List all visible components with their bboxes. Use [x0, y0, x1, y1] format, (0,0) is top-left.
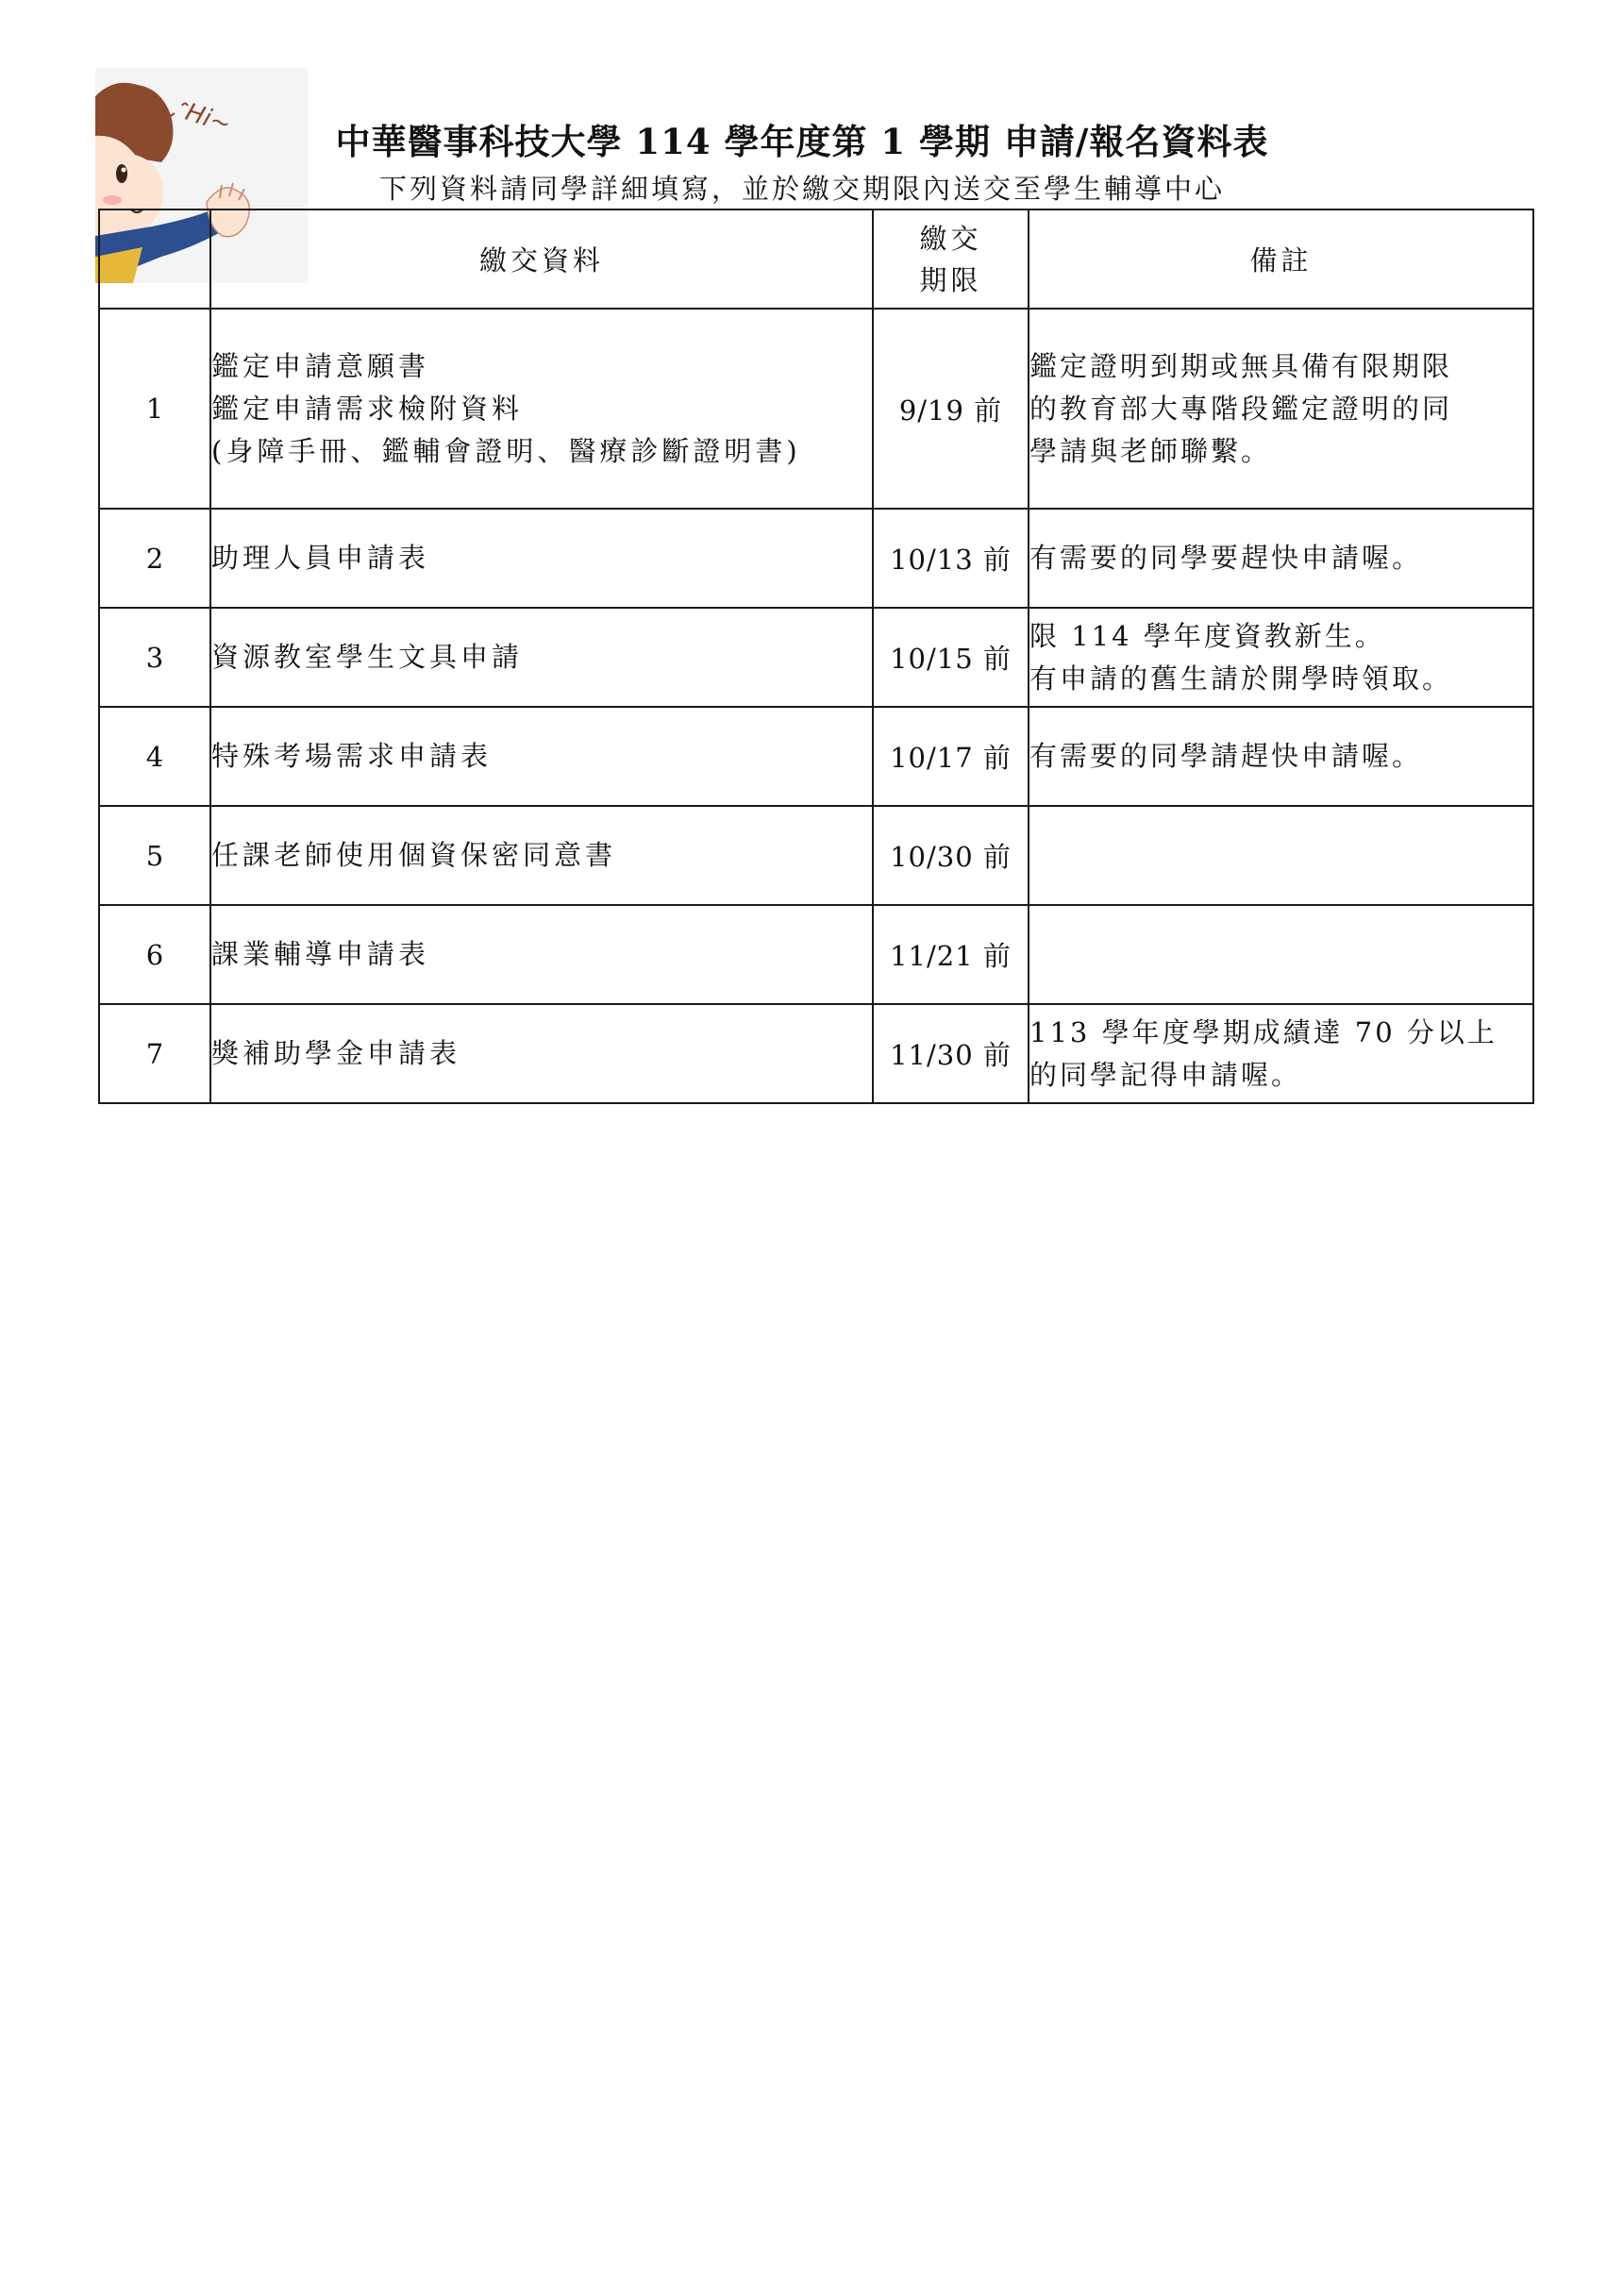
- row-item: [210, 608, 873, 707]
- row-deadline: 10/15 前: [873, 608, 1029, 707]
- row-item: [210, 509, 873, 608]
- row-item-line: 獎補助學金申請表: [211, 1037, 461, 1069]
- table-row: [99, 608, 1533, 707]
- row-item-line: 任課老師使用個資保密同意書: [211, 839, 617, 871]
- header-note: 備註: [1029, 209, 1533, 309]
- row-note: [1029, 309, 1533, 509]
- row-deadline: 11/30 前: [873, 1004, 1029, 1103]
- table-row: [99, 509, 1533, 608]
- row-note: [1029, 509, 1533, 608]
- greeting-text: Hi~: [181, 98, 235, 140]
- row-item-line: (身障手冊、鑑輔會證明、醫療診斷證明書): [211, 434, 801, 467]
- row-deadline: 10/13 前: [873, 509, 1029, 608]
- row-item: [210, 707, 873, 806]
- row-note-line: 學請與老師聯繫。: [1029, 434, 1272, 467]
- row-note-line: 有需要的同學請趕快申請喔。: [1029, 740, 1423, 772]
- row-item: [210, 1004, 873, 1103]
- row-item: [210, 905, 873, 1004]
- row-note: [1029, 608, 1533, 707]
- row-item: [210, 806, 873, 905]
- row-note-line: 的同學記得申請喔。: [1029, 1058, 1302, 1091]
- header-item: 繳交資料: [210, 209, 873, 309]
- page-subtitle: 下列資料請同學詳細填寫，並於繳交期限內送交至學生輔導中心: [378, 173, 1225, 205]
- row-note: [1029, 806, 1533, 905]
- row-item: [210, 309, 873, 509]
- row-number: 3: [99, 608, 210, 707]
- row-note-line: 113 學年度學期成績達 70 分以上: [1029, 1015, 1498, 1048]
- table-row: [99, 309, 1533, 509]
- row-note: [1029, 1004, 1533, 1103]
- row-number: 6: [99, 905, 210, 1004]
- page-title: 中華醫事科技大學 114 學年度第 1 學期 申請/報名資料表: [335, 121, 1269, 162]
- row-note-line: 有申請的舊生請於開學時領取。: [1029, 662, 1453, 695]
- table-row: [99, 1004, 1533, 1103]
- header-deadline-line2: 期限: [919, 263, 982, 296]
- header-deadline: [873, 209, 1029, 309]
- row-item-line: 資源教室學生文具申請: [211, 641, 524, 673]
- row-note: [1029, 707, 1533, 806]
- table-row: [99, 905, 1533, 1004]
- row-note-line: 的教育部大專階段鑑定證明的同: [1029, 392, 1453, 425]
- row-deadline: 11/21 前: [873, 905, 1029, 1004]
- submission-table: [98, 209, 1534, 1104]
- row-item-line: 課業輔導申請表: [211, 938, 430, 970]
- row-item-line: 助理人員申請表: [211, 542, 430, 574]
- table-row: [99, 707, 1533, 806]
- row-deadline: 10/17 前: [873, 707, 1029, 806]
- row-note-line: 鑑定證明到期或無具備有限期限: [1029, 349, 1453, 382]
- row-number: 1: [99, 309, 210, 509]
- row-note-line: 有需要的同學要趕快申請喔。: [1029, 542, 1423, 574]
- row-note-line: 限 114 學年度資教新生。: [1029, 619, 1385, 652]
- header-number: [99, 209, 210, 309]
- row-item-line: 鑑定申請需求檢附資料: [211, 392, 524, 425]
- row-note: [1029, 905, 1533, 1004]
- row-number: 4: [99, 707, 210, 806]
- row-deadline: 10/30 前: [873, 806, 1029, 905]
- row-number: 5: [99, 806, 210, 905]
- row-deadline: 9/19 前: [873, 309, 1029, 509]
- row-item-line: 鑑定申請意願書: [211, 349, 430, 382]
- table-header-row: [99, 209, 1533, 309]
- table-row: [99, 806, 1533, 905]
- row-number: 7: [99, 1004, 210, 1103]
- row-item-line: 特殊考場需求申請表: [211, 740, 493, 772]
- row-number: 2: [99, 509, 210, 608]
- header-deadline-line1: 繳交: [919, 222, 982, 255]
